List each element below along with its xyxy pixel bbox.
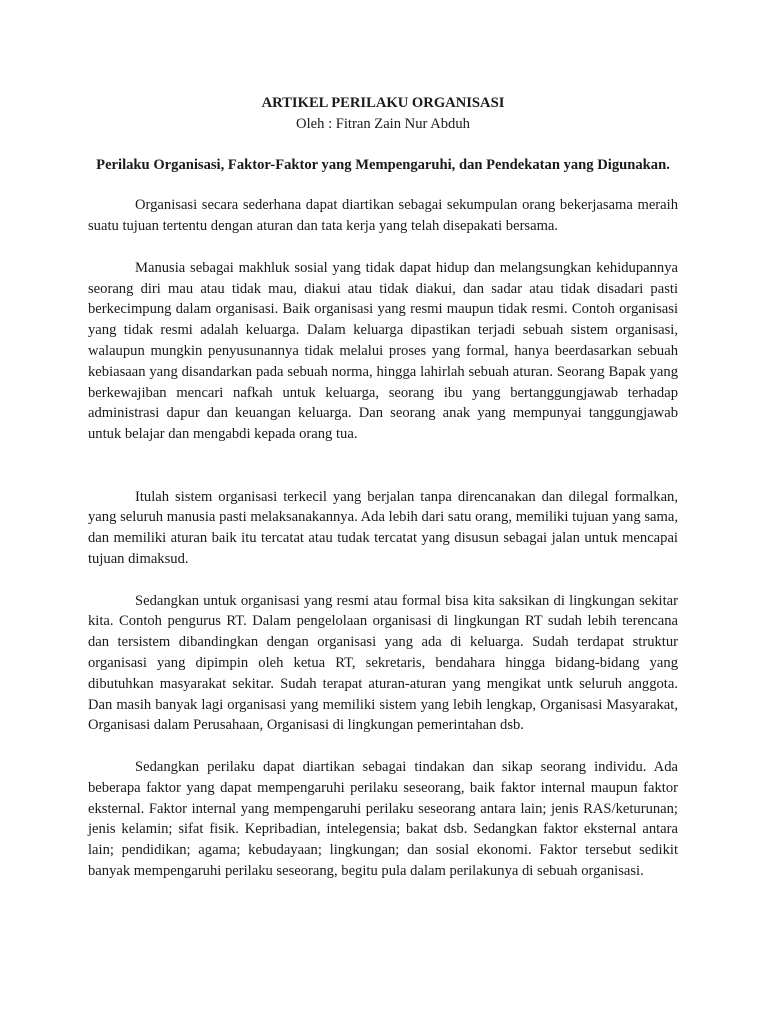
document-subtitle: Perilaku Organisasi, Faktor-Faktor yang Mempengaruhi, dan Pendekatan yang Digunakan.: [96, 156, 670, 173]
document-author: Oleh : Fitran Zain Nur Abduh: [296, 115, 470, 132]
paragraph-2: Manusia sebagai makhluk sosial yang tidak dapat hidup dan melangsungkan kehidupannya seorang diri mau atau tidak mau, diakui atau tidak diakui, dan sadar atau tidak disadari pasti berkecimpung dalam organisasi. Baik organisasi yang resmi maupun tidak resmi. Contoh organisasi yang tidak resmi adalah keluarga. Dalam keluarga dipastikan terjadi sebuah sistem organisasi, walaupun mungkin penyusunannya tidak melalui proses yang formal, hanya beerdasarkan sebuah kebiasaan yang disandarkan pada sebuah norma, hingga lahirlah sebuah aturan. Seorang Bapak yang berkewajiban mencari nafkah untuk keluarga, seorang ibu yang bertanggungjawab terhadap administrasi dapur dan keuangan keluarga. Dan seorang anak yang mempunyai tanggungjawab untuk belajar dan mengabdi kepada orang tua.: [88, 259, 678, 443]
paragraph-4: Sedangkan untuk organisasi yang resmi atau formal bisa kita saksikan di lingkungan sekitar kita. Contoh pengurus RT. Dalam pengelolaan organisasi di lingkungan RT sudah lebih terencana dan tersistem dibandingkan dengan organisasi yang ada di keluarga. Sudah terdapat struktur organisasi yang dipimpin oleh ketua RT, sekretaris, bendahara hingga bidang-bidang yang dibutuhkan masyarakat sekitar. Sudah terapat aturan-aturan yang mengikat untk seluruh anggota. Dan masih banyak lagi organisasi yang memiliki sistem yang lebih lengkap, Organisasi Masyarakat, Organisasi dalam Perusahaan, Organisasi di lingkungan pemerintahan dsb.: [88, 592, 678, 734]
paragraph-3: Itulah sistem organisasi terkecil yang berjalan tanpa direncanakan dan dilegal formalkan, yang seluruh manusia pasti melaksanakannya. Ada lebih dari satu orang, memiliki tujuan yang sama, dan memiliki aturan baik itu tercatat atau tudak tercatat yang disusun sebagai jalan untuk mencapai tujuan dimaksud.: [88, 488, 678, 567]
document-body: [88, 93, 678, 902]
paragraph-5: Sedangkan perilaku dapat diartikan sebagai tindakan dan sikap seorang individu. Ada beberapa faktor yang dapat mempengaruhi perilaku seseorang, baik faktor internal maupun faktor eksternal. Faktor internal yang mempengaruhi perilaku seseorang antara lain; jenis RAS/keturunan; jenis kelamin; sifat fisik. Kepribadian, intelegensia; bakat dsb. Sedangkan faktor eksternal antara lain; pendidikan; agama; kebudayaan; lingkungan; dan sosial ekonomi. Faktor tersebut sedikit banyak mempengaruhi perilaku seseorang, begitu pula dalam perilakunya di sebuah organisasi.: [88, 758, 678, 879]
paragraph-1: Organisasi secara sederhana dapat diartikan sebagai sekumpulan orang bekerjasama meraih suatu tujuan tertentu dengan aturan dan tata kerja yang telah disepakati bersama.: [88, 197, 678, 235]
document-title: ARTIKEL PERILAKU ORGANISASI: [261, 95, 505, 111]
